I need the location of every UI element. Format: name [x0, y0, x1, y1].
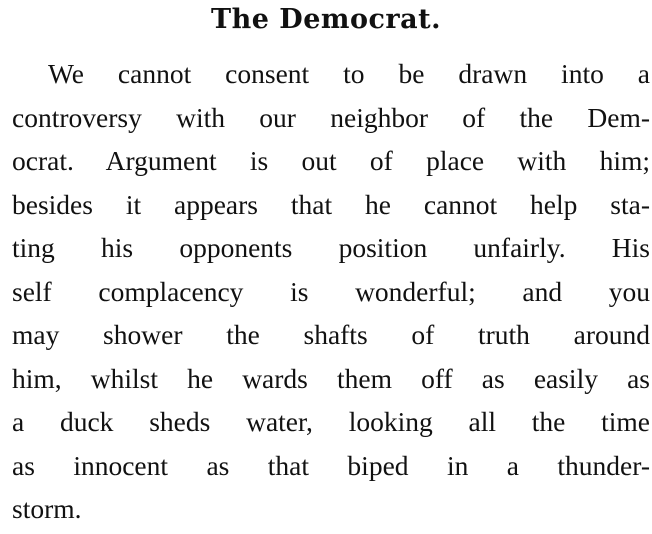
article-line: may shower the shafts of truth around — [12, 319, 650, 350]
article-headline: The Democrat. — [210, 4, 441, 35]
article-line: a duck sheds water, looking all the time — [12, 406, 650, 437]
article-line: We cannot consent to be drawn into a — [48, 58, 650, 89]
article-line: self complacency is wonderful; and you — [12, 275, 650, 307]
article-line: storm. — [12, 493, 82, 524]
article-line: as innocent as that biped in a thunder- — [12, 449, 650, 481]
article-line: besides it appears that he cannot help sta- — [12, 188, 650, 220]
article-line: controversy with our neighbor of the Dem- — [12, 101, 650, 133]
article-line: ocrat. Argument is out of place with him; — [12, 145, 650, 176]
article-line: him, whilst he wards them off as easily as — [12, 362, 650, 394]
article-body — [12, 52, 650, 531]
article-line: ting his opponents position unfairly. His — [12, 232, 650, 263]
